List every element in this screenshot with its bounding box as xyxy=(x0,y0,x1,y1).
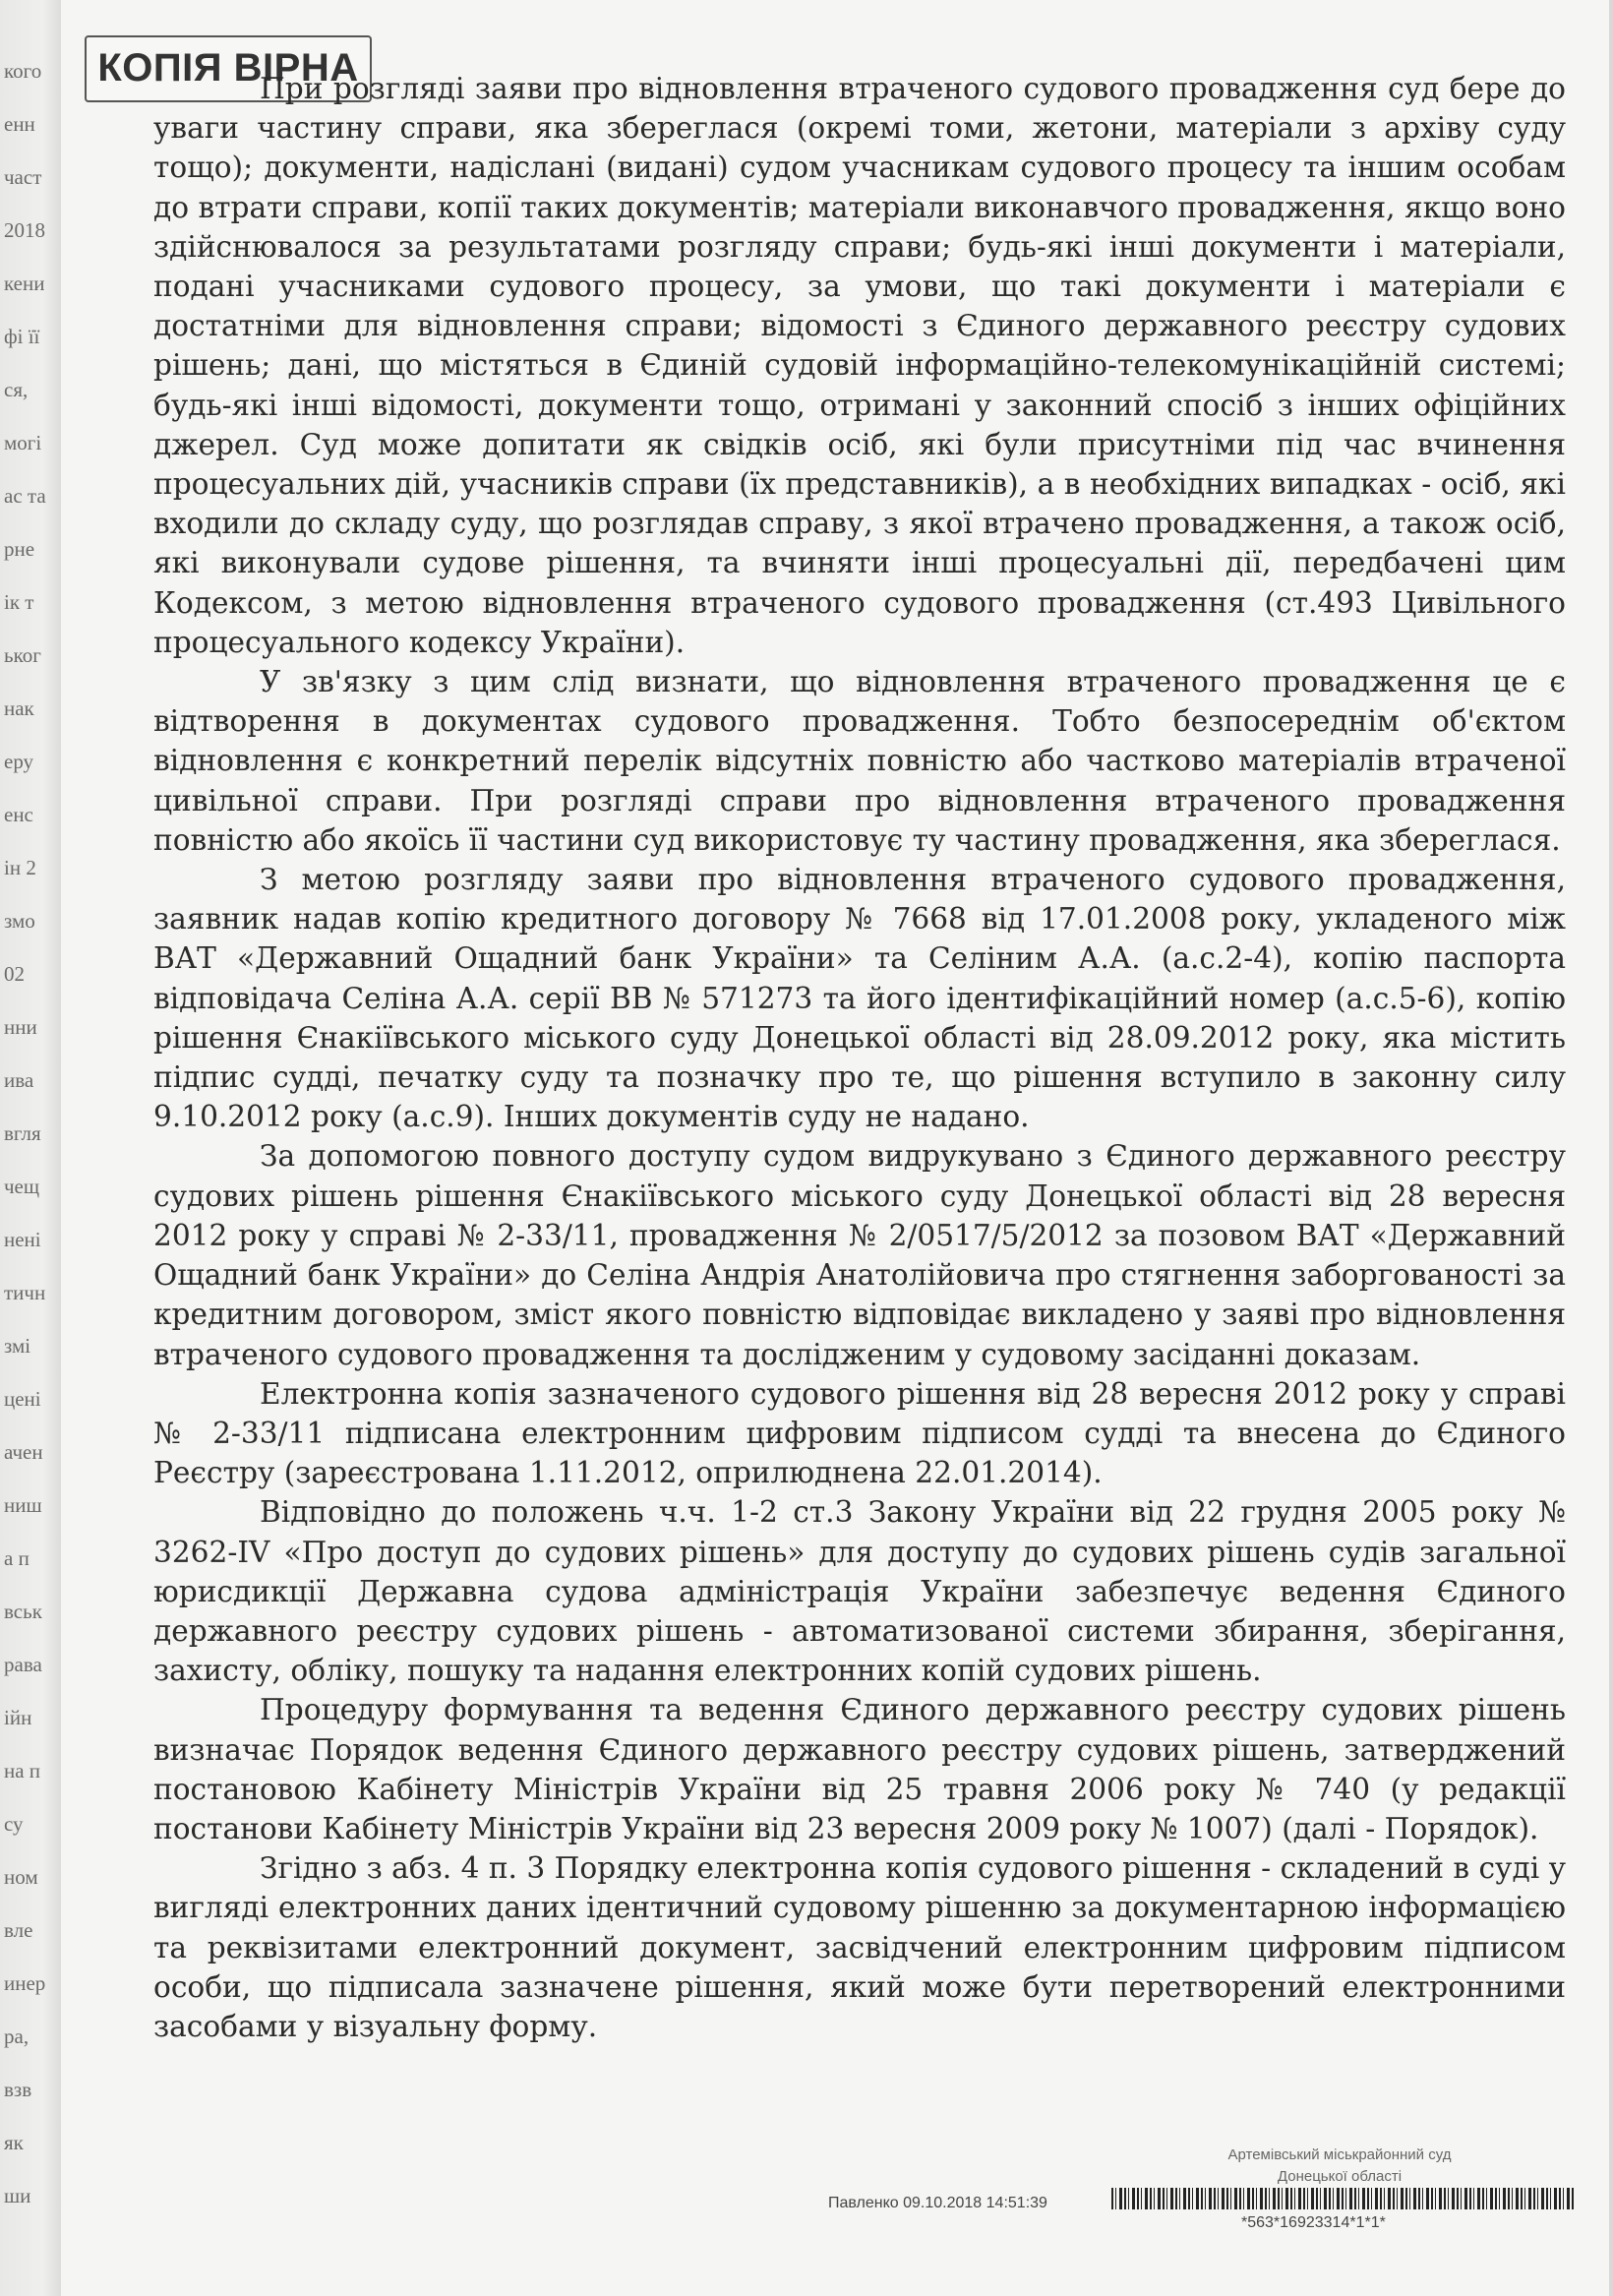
page-edge xyxy=(1609,0,1613,2296)
margin-fragment: ра, xyxy=(4,2024,30,2048)
margin-fragment: нені xyxy=(4,1228,41,1251)
margin-fragment: ік т xyxy=(4,590,34,614)
margin-fragment: цені xyxy=(4,1387,41,1411)
document-body xyxy=(153,69,1566,2046)
margin-fragment: взв xyxy=(4,2078,32,2101)
paragraph-3: З метою розгляду заяви про відновлення втраченого судового провадження, заявник надав копію кредитного договору № 7668 від 17.01.2008 року, укладеного між ВАТ «Державний Ощадний банк України» та Селіним А.А. (а.с.2-4), копію паспорта відповідача Селіна А.А. серії ВВ № 571273 та його ідентифікаційний номер (а.с.5-6), копію рішення Єнакіївського міського суду Донецької області від 28.09.2012 року, яка містить підпис судді, печатку суду та позначку про те, що рішення вступило в законну силу 9.10.2012 року (а.с.9). Інших документів суду не надано. xyxy=(153,863,1566,1134)
margin-fragment: су xyxy=(4,1812,24,1836)
paragraph-8: Згідно з абз. 4 п. 3 Порядку електронна копія судового рішення - складений в суді у вигляді електронних даних ідентичний судовому рішенню за документарною інформацією та реквізитами електронний документ, засвідчений електронним цифровим підписом особи, що підписала зазначене рішення, який може бути перетворений електронними засобами у візуальну форму. xyxy=(153,1851,1566,2043)
paragraph-2: У зв'язку з цим слід визнати, що відновлення втраченого провадження це є відтворення в документах судового провадження. Тобто безпосереднім об'єктом відновлення є конкретний перелік відсутніх повністю або частково матеріалів втраченої цивільної справи. При розгляді справи про відновлення втраченого провадження повністю або якоїсь її частини суд використовує ту частину провадження, яка збереглася. xyxy=(153,665,1566,857)
margin-fragment: ас та xyxy=(4,484,46,508)
margin-fragment: ива xyxy=(4,1068,34,1092)
margin-fragment: змо xyxy=(4,909,35,933)
paragraph-4: За допомогою повного доступу судом видрукувано з Єдиного державного реєстру судових рішень рішення Єнакіївського міського суду Донецької області від 28 вересня 2012 року у справі № 2-33/11, провадження № 2/0517/5/2012 за позовом ВАТ «Державний Ощадний банк України» до Селіна Андрія Анатолійовича про стягнення заборгованості за кредитним договором, зміст якого повністю відповідає викладено у заяві про відновлення втраченого судового провадження та дослідженим у судовому засіданні доказам. xyxy=(153,1139,1566,1371)
margin-fragment: част xyxy=(4,165,42,189)
paragraph-5: Електронна копія зазначеного судового рішення від 28 вересня 2012 року у справі № 2-33/11 підписана електронним цифровим підписом судді та внесена до Єдиного Реєстру (зареєстрована 1.11.2012, оприлюднена 22.01.2014). xyxy=(153,1376,1566,1490)
paragraph-6: Відповідно до положень ч.ч. 1-2 ст.3 Закону України від 22 грудня 2005 року № 3262-IV «Про доступ до судових рішень» для доступу до судових рішень судів загальної юрисдикції Державна судова адміністрація України забезпечує ведення Єдиного державного реєстру судових рішень - автоматизованої системи збирання, зберігання, захисту, обліку, пошуку та надання електронних копій судових рішень. xyxy=(153,1495,1566,1688)
paragraph-7: Процедуру формування та ведення Єдиного державного реєстру судових рішень визначає Порядок ведення Єдиного державного реєстру судових рішень, затверджений постановою Кабінету Міністрів України від 25 травня 2006 року № 740 (у редакції постанови Кабінету Міністрів України від 23 вересня 2009 року № 1007) (далі - Порядок). xyxy=(153,1693,1566,1845)
margin-fragment: вле xyxy=(4,1918,33,1942)
margin-fragment: як xyxy=(4,2131,24,2154)
margin-fragment: енс xyxy=(4,803,33,826)
margin-fragment: ши xyxy=(4,2184,31,2207)
margin-fragment: вськ xyxy=(4,1600,42,1623)
margin-fragment: тичн xyxy=(4,1281,46,1304)
margin-fragment: кого xyxy=(4,59,42,83)
margin-fragment: ьког xyxy=(4,643,41,667)
margin-fragment: 2018 xyxy=(4,218,45,242)
margin-fragment: ін 2 xyxy=(4,856,36,879)
margin-fragment: вгля xyxy=(4,1121,41,1145)
margin-fragment: ачен xyxy=(4,1440,43,1464)
margin-fragment: нни xyxy=(4,1015,37,1039)
margin-fragment: рне xyxy=(4,537,35,561)
paragraph-1: При розгляді заяви про відновлення втраченого судового провадження суд бере до уваги частину справи, яка збереглася (окремі томи, жетони, матеріали з архіву суду тощо); документи, надіслані (видані) судом учасникам судового процесу та іншим особам до втрати справи, копії таких документів; матеріали виконавчого провадження, якщо воно здійснювалося за результатами розгляду справи; будь-які інші документи і матеріали, подані учасниками судового процесу, за умови, що такі документи і матеріали є достатніми для відновлення справи; відомості з Єдиного державного реєстру судових рішень; дані, що містяться в Єдиній судовій інформаційно-телекомунікаційній системі; будь-які інші відомості, документи тощо, отримані у законний спосіб з інших офіційних джерел. Суд може допитати як свідків осіб, які були присутніми під час вчинення процесуальних дій, учасників справи (їх представників), а в необхідних випадках - осіб, які входили до складу суду, що розглядав справу, з якої втрачено провадження, а також осіб, які виконували судове рішення, та вчиняти інші процесуальні дії, передбачені цим Кодексом, з метою відновлення втраченого судового провадження (ст.493 Цивільного процесуального кодексу України). xyxy=(153,72,1566,659)
margin-fragment: инер xyxy=(4,1971,46,1995)
margin-fragment: на п xyxy=(4,1759,41,1782)
margin-fragment: ся, xyxy=(4,378,29,401)
margin-fragment: чещ xyxy=(4,1175,40,1198)
court-stamp-line2: Донецької області xyxy=(1277,2168,1403,2185)
footer-signature: Павленко 09.10.2018 14:51:39 xyxy=(828,2195,1047,2211)
margin-fragment: змі xyxy=(4,1334,31,1358)
margin-fragment: енн xyxy=(4,112,35,136)
court-stamp xyxy=(1192,2145,1487,2188)
barcode-number: *563*16923314*1*1* xyxy=(1241,2214,1386,2231)
barcode xyxy=(1111,2188,1574,2209)
court-stamp-line1: Артемівський міськрайонний суд xyxy=(1227,2146,1452,2163)
margin-fragment: рава xyxy=(4,1653,42,1676)
margin-fragment: ном xyxy=(4,1865,38,1889)
margin-fragment: могі xyxy=(4,431,42,454)
margin-fragment: еру xyxy=(4,750,34,773)
margin-fragment: кени xyxy=(4,272,45,295)
margin-fragment: ниш xyxy=(4,1493,42,1517)
left-margin-strip xyxy=(0,0,63,2296)
margin-fragment: 02 xyxy=(4,962,25,986)
margin-fragment: а п xyxy=(4,1546,30,1570)
copy-verified-stamp: КОПІЯ ВІРНА xyxy=(85,35,372,102)
margin-fragment: нак xyxy=(4,696,34,720)
margin-fragment: фі її xyxy=(4,325,40,348)
margin-fragment: ійн xyxy=(4,1706,32,1729)
